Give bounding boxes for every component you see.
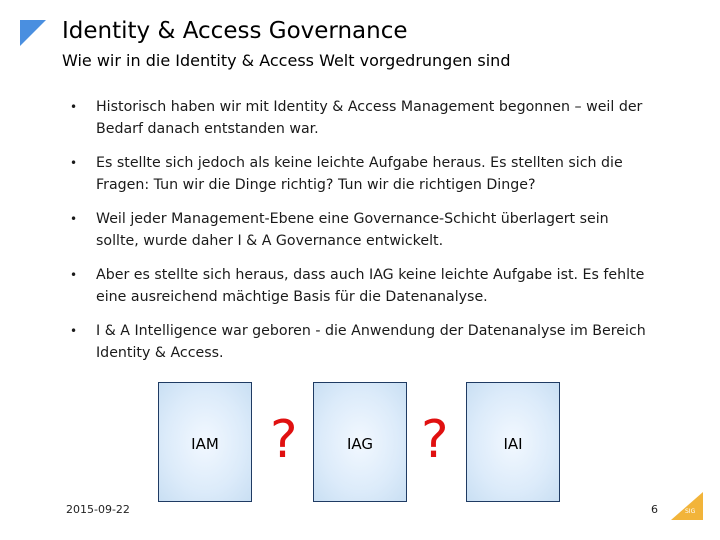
question-mark-1: ?	[270, 410, 298, 470]
iai-box	[466, 382, 560, 502]
iai-box-label: IAI	[503, 435, 523, 453]
bullet-text: Weil jeder Management-Ebene eine Governance-Schicht überlagert sein sollte, wurde daher I & A Governance entwickelt.	[96, 211, 609, 249]
page-subtitle: Wie wir in die Identity & Access Welt vorgedrungen sind	[62, 51, 511, 70]
bullet-list	[66, 96, 646, 376]
bullet-text: I & A Intelligence war geboren - die Anwendung der Datenanalyse im Bereich Identity & Access.	[96, 323, 646, 361]
logo-text: SIG	[685, 508, 696, 515]
bullet-text: Aber es stellte sich heraus, dass auch IAG keine leichte Aufgabe ist. Es fehlte eine ausreichend mächtige Basis für die Datenanalyse.	[96, 267, 645, 305]
logo-triangle-icon	[671, 492, 703, 520]
iam-box	[158, 382, 252, 502]
question-mark-2: ?	[421, 410, 449, 470]
footer-date: 2015-09-22	[66, 503, 130, 516]
bullet-item	[66, 320, 646, 364]
bullet-item	[66, 208, 646, 252]
bullet-dot-icon: •	[70, 268, 78, 282]
iag-box-label: IAG	[346, 435, 374, 453]
bullet-dot-icon: •	[70, 212, 78, 226]
bullet-item	[66, 264, 646, 308]
bullet-text: Es stellte sich jedoch als keine leichte Aufgabe heraus. Es stellten sich die Fragen: Tun wir die Dinge richtig? Tun wir die richtigen Dinge?	[96, 155, 623, 193]
bullet-dot-icon: •	[70, 156, 78, 170]
bullet-text: Historisch haben wir mit Identity & Access Management begonnen – weil der Bedarf danach entstanden war.	[96, 99, 643, 137]
bullet-item	[66, 152, 646, 196]
bullet-dot-icon: •	[70, 100, 78, 114]
page-number: 6	[651, 503, 658, 516]
bullet-item	[66, 96, 646, 140]
corner-triangle-icon	[20, 20, 46, 46]
bullet-dot-icon: •	[70, 324, 78, 338]
page-title: Identity & Access Governance	[62, 18, 408, 44]
iam-box-label: IAM	[191, 435, 219, 453]
iag-box	[313, 382, 407, 502]
